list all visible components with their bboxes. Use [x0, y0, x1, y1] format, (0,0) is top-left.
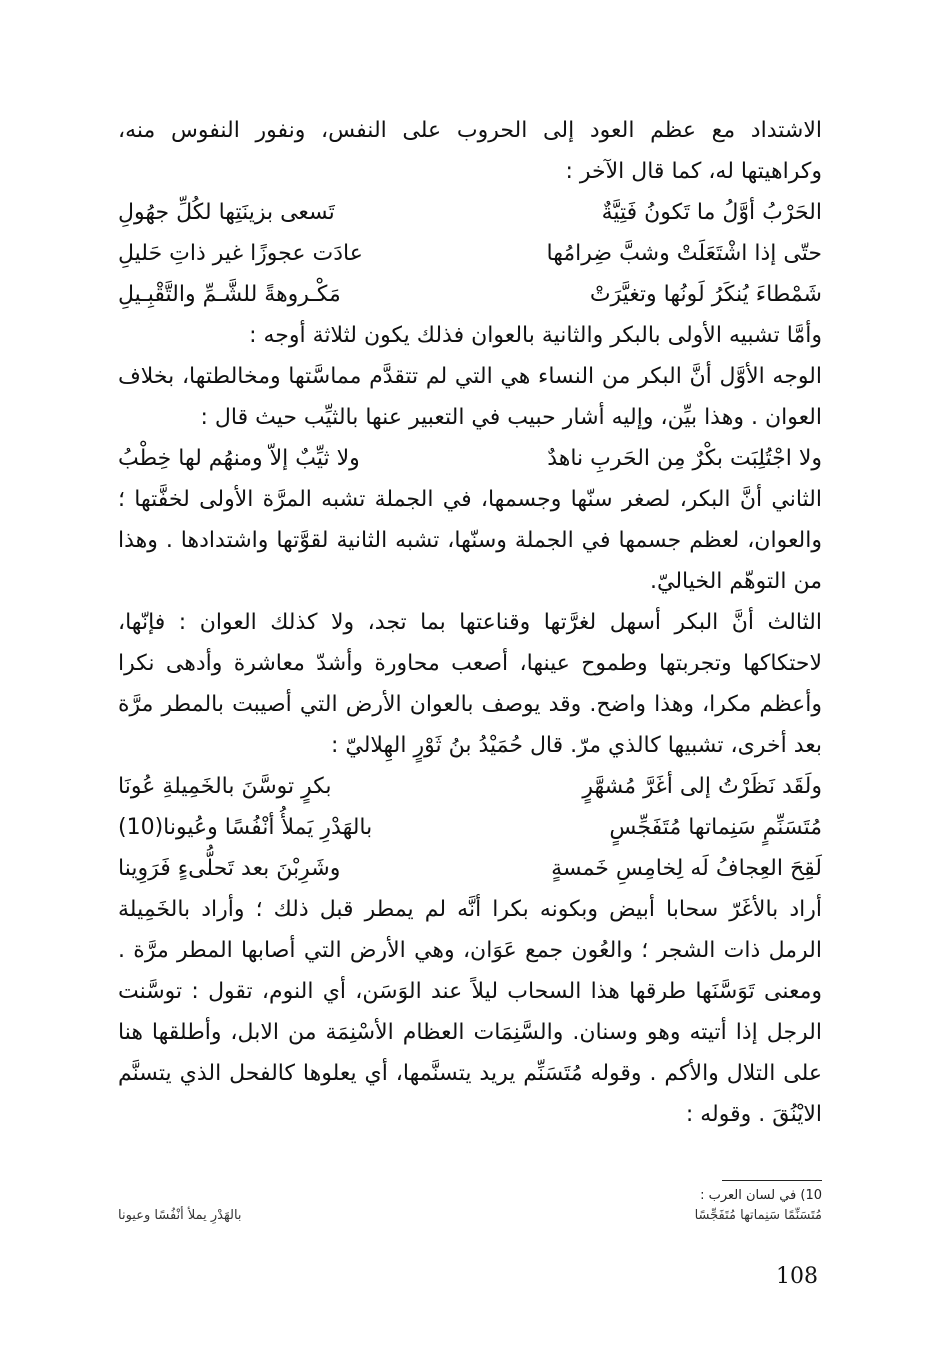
verse-line [118, 766, 822, 807]
verse-line [118, 807, 822, 848]
footnote-verse [118, 1206, 822, 1226]
verse-first-hemistich: الحَرْبُ أوَّلُ ما تَكونُ فَتِيَّةٌ [601, 200, 822, 225]
footnote-first-hemistich: مُتَسَنِّمًا سَنِماتها مُتَفَجِّسًا [694, 1208, 822, 1223]
paragraph-first-aspect: الوجه الأوَّل أنَّ البكر من النساء هي التي لم تتقدَّم مماسَّتها ومخالطتها، بخلاف العوان . وهذا بيِّن، وإليه أشار حبيب في التعبير عنها بالثيِّب حيث قال : [118, 364, 822, 430]
paragraph-third-aspect: الثالث أنَّ البكر أسهل لغرَّتها وقناعتها بما تجد، ولا كذلك العوان : فإنّها، لاحتكاكها وتجربتها وطموح عينها، أصعب محاورة وأشدّ معاشرة وأدهى نكرا وأعظم مكرا، وهذا واضح. وقد يوصف بالعوان الأرض التي أصيبت بالمطر مرَّة بعد أخرى، تشبيها كالذي مرّ. قال حُمَيْدُ بنُ ثَوْرٍ الهِلاليّ : [118, 610, 822, 758]
verse-second-hemistich: بكرٍ توسَّنَ بالخَمِيلةِ عُونَا [118, 774, 332, 799]
footnote-divider [722, 1180, 822, 1181]
verse-first-hemistich: شَمْطاءَ يُنكَرُ لَونُها وتغيَّرَتْ [589, 282, 822, 307]
verse-second-hemistich: مَكْـروهةً للشَّـمِّ والتَّقْبِـيلِ [118, 282, 341, 307]
verse-line [118, 848, 822, 889]
verse-first-hemistich: ولَقَد نَظَرْتُ إلى أغَرَّ مُشهَّرٍ [582, 774, 822, 799]
verse-first-hemistich: ولا اجْتُلِبَت بكْرٌ مِن الحَربِ ناهدٌ [547, 446, 822, 471]
footnote-label: 10) في لسان العرب : [700, 1188, 822, 1203]
verse-second-hemistich: وشَرِبْنَ بعد تَحلُّىءٍ فَرَوِينا [118, 856, 341, 881]
verse-first-hemistich: مُتَسَنِّمٍ سَنِماتها مُتَفَجِّسٍ [609, 815, 822, 840]
footnote-second-hemistich: بالهَدْرِ يملأ أنْفُسًا وعيونا [118, 1208, 242, 1223]
paragraph-second-aspect: الثاني أنَّ البكر، لصغر سنّها وجسمها، في الجملة تشبه المرَّة الأولى لخفَّتها ؛ والعوان، لعظم جسمها في الجملة وسنّها، تشبه الثانية لقوَّتها واشتدادها . وهذا من التوهّم الخياليّ. [118, 487, 822, 594]
page-body [118, 110, 822, 1135]
verse-second-hemistich: عادَت عجوزًا غير ذاتِ حَليلِ [118, 241, 363, 266]
paragraph-three-aspects: وأمَّا تشبيه الأولى بالبكر والثانية بالعوان فذلك يكون لثلاثة أوجه : [249, 323, 822, 348]
verse-first-hemistich: حتّى إذا اشْتَعَلَتْ وشبَّ ضِرامُها [546, 241, 822, 266]
verse-second-hemistich: بالهَدْرِ يَملأُ أنْفُسًا وعُيونا(10) [118, 815, 373, 840]
verse-line [118, 274, 822, 315]
verse-line [118, 233, 822, 274]
verse-first-hemistich: لَقِحَ العِجافُ لَه لِخامِسِ خَمسةٍ [551, 856, 822, 881]
verse-line-habib [118, 438, 822, 479]
paragraph-intro: الاشتداد مع عظم العود إلى الحروب على النفس، ونفور النفوس منه، وكراهيتها له، كما قال الآخر : [118, 118, 822, 184]
footnote [118, 1186, 822, 1226]
verse-second-hemistich: ولا ثيِّبٌ إلاّ ومنهُم لها خِطْبُ [118, 446, 360, 471]
verse-line [118, 192, 822, 233]
page-number: 108 [776, 1264, 818, 1289]
paragraph-commentary: أراد بالأغَرّ سحابا أبيض وبكونه بكرا أنَّه لم يمطر قبل ذلك ؛ وأراد بالخَمِيلة الرمل ذات الشجر ؛ والعُون جمع عَوَان، وهي الأرض التي أصابها المطر مرَّة . ومعنى تَوَسَّنَها طرقها هذا السحاب ليلاً عند الوَسَن، أي النوم، تقول : توسَّنت الرجل إذا أتيته وهو وسنان. والسَّنِمَات العظام الأسْنِمَة من الابل، وأطلقها هنا على التلال والأكم . وقوله مُتَسَنِّم يريد يتسنَّمها، أي يعلوها كالفحل الذي يتسنَّم الايْنُقَ . وقوله : [118, 897, 822, 1127]
verse-second-hemistich: تَسعى بزينَتِها لكُلِّ جهُولِ [118, 200, 335, 225]
